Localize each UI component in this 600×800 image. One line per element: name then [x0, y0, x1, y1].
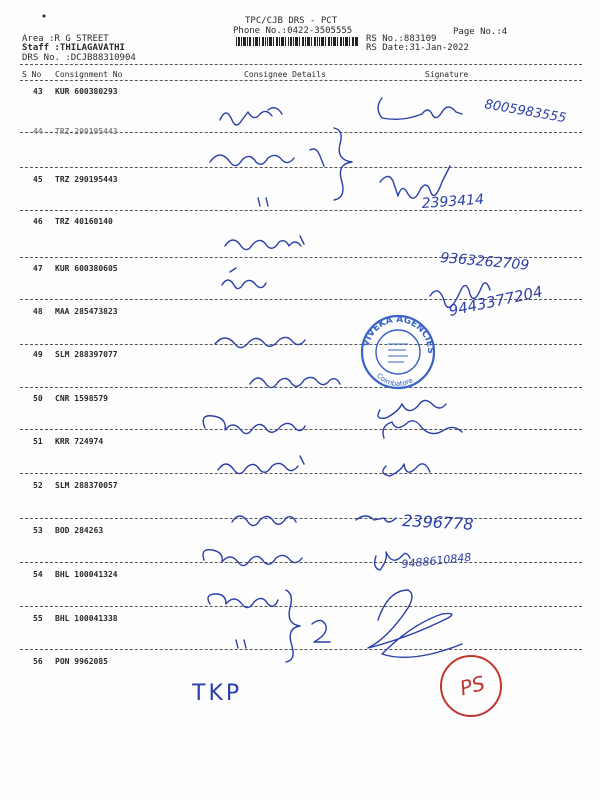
consignee-44-name [210, 149, 324, 166]
brace-54-55 [286, 590, 300, 662]
row-46-sno: 46 [33, 217, 43, 226]
hw-number-53: 9488610848 [400, 550, 472, 571]
company-stamp [361, 315, 435, 388]
area-field: Area :R G STREET [22, 34, 109, 44]
ps-stamp-text: PS [457, 670, 488, 701]
row-divider [20, 344, 582, 345]
row-44-sno: 44 [33, 127, 43, 136]
row-divider [20, 649, 582, 650]
consignee-43-name [220, 108, 282, 125]
row-43-consignment: KUR 600380293 [55, 87, 118, 96]
signature-53 [375, 552, 410, 570]
consignee-55-dittos [236, 640, 246, 648]
col-sno: S No [22, 70, 42, 79]
row-55-consignment: BHL 100041338 [55, 614, 118, 623]
barcode [236, 37, 358, 46]
staff-field: Staff :THILAGAVATHI [22, 43, 125, 53]
row-55-sno: 55 [33, 614, 43, 623]
row-54-sno: 54 [33, 570, 43, 579]
hw-number-45: 2393414 [421, 191, 485, 212]
signature-43 [378, 98, 462, 119]
row-43-sno: 43 [33, 87, 43, 96]
row-divider [20, 562, 582, 563]
row-53-sno: 53 [33, 526, 43, 535]
row-51-consignment: KRR 724974 [55, 437, 104, 446]
doc-title: TPC/CJB DRS - PCT [245, 16, 338, 26]
signature-48 [430, 283, 490, 308]
consignee-51-name [218, 456, 304, 474]
row-divider [20, 167, 582, 168]
hw-initials-56: TKP [192, 681, 243, 706]
svg-text:VIVEKA AGENCIES [361, 315, 435, 354]
row-divider [20, 299, 582, 300]
row-divider [20, 518, 582, 519]
row-52-consignment: SLM 288370057 [55, 481, 118, 490]
consignee-50-name [203, 416, 305, 434]
row-divider [20, 387, 582, 388]
brace-43-45 [334, 128, 352, 200]
hw-number-52: 2396778 [401, 511, 474, 534]
row-45-sno: 45 [33, 175, 43, 184]
row-50-sno: 50 [33, 394, 43, 403]
row-50-consignment: CNR 1598579 [55, 394, 108, 403]
row-56-consignment: PON 9962085 [55, 657, 108, 666]
row-44-consignment: TRZ 290195443 [55, 127, 118, 136]
hw-number-48: 9443377204 [447, 282, 545, 320]
row-45-consignment: TRZ 290195443 [55, 175, 118, 184]
consignee-45-dittos [258, 198, 268, 206]
signature-52 [356, 516, 396, 522]
row-divider [20, 429, 582, 430]
phone-number: Phone No.:0422-3505555 [233, 26, 353, 36]
signature-54-55 [368, 590, 462, 657]
hw-number-46: 9363262709 [439, 250, 530, 274]
row-48-sno: 48 [33, 307, 43, 316]
consignee-48-name [215, 337, 305, 347]
row-divider [20, 473, 582, 474]
signature-51 [383, 464, 430, 476]
row-divider [20, 210, 582, 211]
row-52-sno: 52 [33, 481, 43, 490]
row-51-sno: 51 [33, 437, 43, 446]
row-49-consignment: SLM 288397077 [55, 350, 118, 359]
col-signature: Signature [425, 70, 469, 79]
row-divider [20, 606, 582, 607]
row-49-sno: 49 [33, 350, 43, 359]
svg-text:Coimbatore [375, 372, 414, 388]
consignee-46-name [225, 236, 304, 250]
columns-divider [20, 80, 582, 81]
drs-number: DRS No. :DCJB88310904 [22, 53, 136, 63]
row-divider [20, 257, 582, 258]
row-47-consignment: KUR 600380605 [55, 264, 118, 273]
row-53-consignment: BOD 284263 [55, 526, 104, 535]
consignee-47-name [222, 268, 266, 289]
signature-50-a [378, 400, 446, 418]
ps-stamp [441, 656, 501, 716]
stamp-name: VIVEKA AGENCIES [361, 314, 436, 354]
signature-44-45 [380, 166, 450, 198]
row-48-consignment: MAA 285473823 [55, 307, 118, 316]
row-47-sno: 47 [33, 264, 43, 273]
hw-number-43: 8005983555 [483, 97, 568, 127]
row-54-consignment: BHL 100041324 [55, 570, 118, 579]
header-divider [20, 64, 582, 65]
rs-number: RS No.:883109 [366, 34, 437, 44]
row-56-sno: 56 [33, 657, 43, 666]
rs-date: RS Date:31-Jan-2022 [366, 43, 469, 53]
col-consignee: Consignee Details [244, 70, 326, 79]
page-number: Page No.:4 [453, 27, 508, 37]
row-46-consignment: TRZ 40160140 [55, 217, 113, 226]
consignee-53-name [203, 550, 302, 566]
col-consignment: Consignment No [55, 70, 123, 79]
stamp-city: Coimbatore [374, 371, 415, 389]
ditto-2-55 [312, 620, 330, 642]
